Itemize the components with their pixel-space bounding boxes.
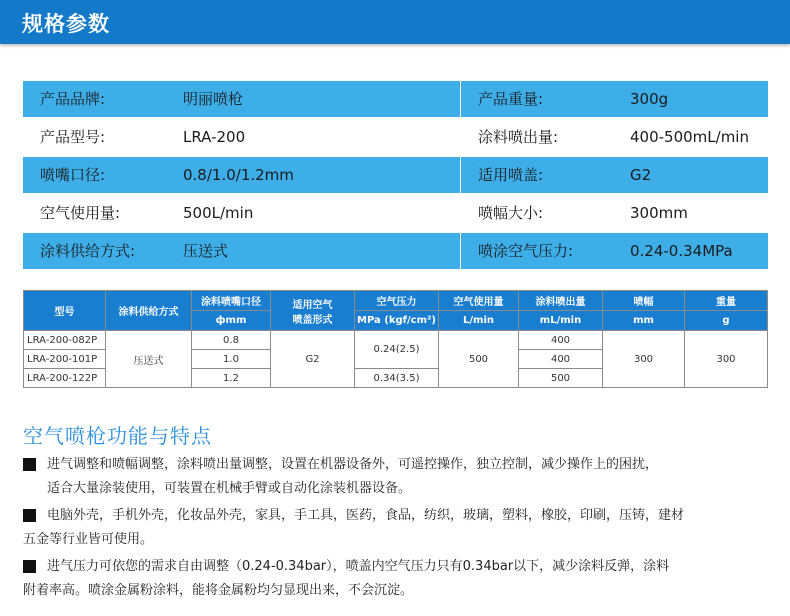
spec-label: 适用喷盖: bbox=[461, 157, 626, 193]
header-cap-line2: 喷盖形式 bbox=[292, 314, 333, 326]
square-bullet-icon bbox=[23, 560, 36, 573]
header-air: 空气使用量 bbox=[439, 291, 519, 311]
cell-nozzle: 0.8 bbox=[192, 331, 271, 350]
table-row bbox=[24, 331, 768, 350]
feature-line: 进气压力可依您的需求自由调整（0.24-0.34bar），喷盖内空气压力只有0.34bar以下，减少涂料反弹，涂料 bbox=[47, 559, 670, 574]
spec-row bbox=[23, 157, 767, 195]
cell-model: LRA-200-082P bbox=[24, 331, 106, 350]
unit-air: L/min bbox=[439, 311, 519, 331]
cell-model: LRA-200-122P bbox=[24, 369, 106, 388]
cell-width: 300 bbox=[603, 331, 685, 388]
header-nozzle: 涂料喷嘴口径 bbox=[192, 291, 271, 311]
cell-nozzle: 1.0 bbox=[192, 350, 271, 369]
spec-row bbox=[23, 233, 767, 271]
cell-output: 400 bbox=[519, 331, 603, 350]
spec-label: 涂料供给方式: bbox=[23, 233, 182, 269]
spec-label: 喷幅大小: bbox=[478, 204, 544, 222]
spec-label: 产品品牌: bbox=[23, 81, 182, 117]
header-model: 型号 bbox=[24, 291, 106, 331]
cell-air: 500 bbox=[439, 331, 519, 388]
spec-value: G2 bbox=[613, 157, 768, 193]
feature-line: 进气调整和喷幅调整，涂料喷出量调整，设置在机器设备外，可遥控操作，独立控制，减少操作上的困扰， bbox=[47, 457, 659, 472]
spec-row bbox=[23, 119, 767, 157]
header-cap-line1: 适用空气 bbox=[292, 299, 333, 311]
header-pressure: 空气压力 bbox=[355, 291, 439, 311]
unit-output: mL/min bbox=[519, 311, 603, 331]
feature-text bbox=[23, 555, 773, 603]
feature-item bbox=[23, 555, 773, 603]
spec-value: 压送式 bbox=[167, 233, 460, 269]
features-title: 空气喷枪功能与特点 bbox=[23, 424, 212, 448]
unit-pressure: MPa (kgf/cm²) bbox=[355, 311, 439, 331]
section-header bbox=[0, 0, 790, 44]
feature-line: 适合大量涂装使用，可装置在机械手臂或自动化涂装机器设备。 bbox=[47, 481, 412, 496]
spec-value: 明丽喷枪 bbox=[167, 81, 460, 117]
header-width: 喷幅 bbox=[603, 291, 685, 311]
spec-label: 喷涂空气压力: bbox=[461, 233, 626, 269]
unit-width: mm bbox=[603, 311, 685, 331]
spec-value: 300g bbox=[613, 81, 768, 117]
cell-output: 500 bbox=[519, 369, 603, 388]
spec-value: 300mm bbox=[630, 204, 688, 222]
feature-line: 电脑外壳，手机外壳，化妆品外壳，家具，手工具，医药，食品，纺织，玻璃，塑料，橡胶，印刷，压铸，建材 bbox=[47, 508, 685, 523]
spec-value: LRA-200 bbox=[183, 128, 246, 146]
feature-item bbox=[23, 453, 773, 501]
feature-text bbox=[23, 504, 773, 552]
header-output: 涂料喷出量 bbox=[519, 291, 603, 311]
cell-pressure: 0.24(2.5) bbox=[355, 331, 439, 369]
header-cap bbox=[271, 291, 355, 331]
spec-value: 500L/min bbox=[183, 204, 254, 222]
cell-cap: G2 bbox=[271, 331, 355, 388]
table-header-row bbox=[24, 291, 768, 311]
unit-nozzle: фmm bbox=[192, 311, 271, 331]
header-weight: 重量 bbox=[685, 291, 768, 311]
spec-row bbox=[23, 195, 767, 233]
feature-line: 附着率高。喷涂金属粉涂料，能将金属粉均匀显现出来，不会沉淀。 bbox=[23, 583, 414, 598]
spec-value: 0.24-0.34MPa bbox=[613, 233, 768, 269]
unit-weight: g bbox=[685, 311, 768, 331]
cell-output: 400 bbox=[519, 350, 603, 369]
spec-row bbox=[23, 81, 767, 119]
feature-text bbox=[47, 453, 773, 501]
header-supply: 涂料供给方式 bbox=[106, 291, 192, 331]
square-bullet-icon bbox=[23, 458, 36, 471]
page-title: 规格参数 bbox=[22, 12, 110, 36]
spec-value: 400-500mL/min bbox=[630, 128, 749, 146]
cell-nozzle: 1.2 bbox=[192, 369, 271, 388]
cell-weight: 300 bbox=[685, 331, 768, 388]
model-table bbox=[23, 290, 768, 388]
feature-item bbox=[23, 504, 773, 552]
spec-label: 产品重量: bbox=[461, 81, 626, 117]
cell-model: LRA-200-101P bbox=[24, 350, 106, 369]
feature-line: 五金等行业皆可使用。 bbox=[23, 532, 154, 547]
cell-supply: 压送式 bbox=[106, 331, 192, 388]
spec-table bbox=[23, 81, 767, 271]
spec-label: 产品型号: bbox=[40, 128, 106, 146]
spec-label: 涂料喷出量: bbox=[478, 128, 559, 146]
spec-value: 0.8/1.0/1.2mm bbox=[167, 157, 460, 193]
spec-label: 空气使用量: bbox=[40, 204, 121, 222]
square-bullet-icon bbox=[23, 509, 36, 522]
cell-pressure: 0.34(3.5) bbox=[355, 369, 439, 388]
spec-label: 喷嘴口径: bbox=[23, 157, 182, 193]
